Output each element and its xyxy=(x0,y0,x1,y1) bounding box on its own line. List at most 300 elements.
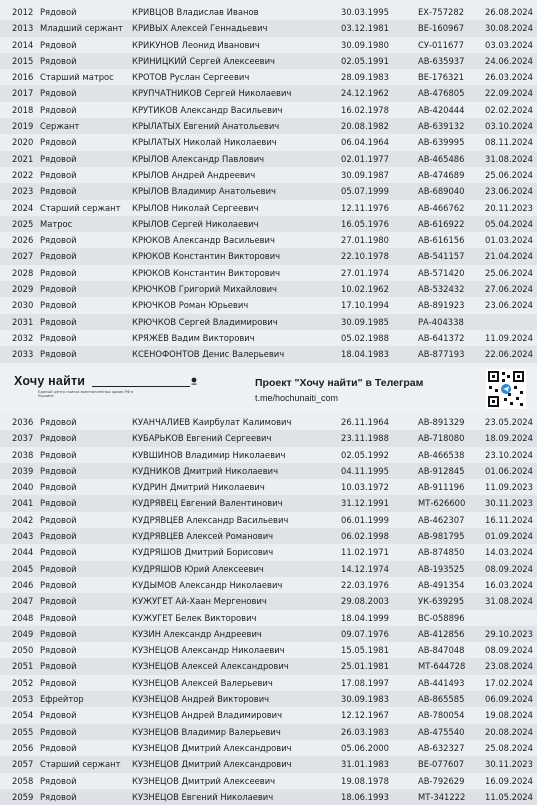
table-row xyxy=(0,265,537,281)
rank: Рядовой xyxy=(40,482,77,493)
birth-date: 15.05.1981 xyxy=(341,645,389,656)
table-row xyxy=(0,463,537,479)
record-number: 2059 xyxy=(12,791,34,802)
birth-date: 03.12.1981 xyxy=(341,23,389,34)
capture-date: 23.10.2024 xyxy=(485,449,533,460)
document-number: АВ-792629 xyxy=(418,775,465,786)
record-number: 2037 xyxy=(12,433,34,444)
capture-date: 31.08.2024 xyxy=(485,153,533,164)
rank: Рядовой xyxy=(40,449,77,460)
capture-date: 01.09.2024 xyxy=(485,531,533,542)
table-row xyxy=(0,4,537,20)
record-number: 2045 xyxy=(12,563,34,574)
full-name: КРЮЧКОВ Сергей Владимирович xyxy=(132,316,278,327)
rank: Рядовой xyxy=(40,661,77,672)
record-number: 2040 xyxy=(12,482,34,493)
rank: Рядовой xyxy=(40,316,77,327)
full-name: КРЫЛОВ Владимир Анатольевич xyxy=(132,186,276,197)
capture-date: 16.09.2024 xyxy=(485,775,533,786)
rank: Рядовой xyxy=(40,137,77,148)
record-number: 2015 xyxy=(12,55,34,66)
record-number: 2020 xyxy=(12,137,34,148)
birth-date: 30.09.1985 xyxy=(341,316,389,327)
capture-date: 03.10.2024 xyxy=(485,121,533,132)
capture-date: 01.06.2024 xyxy=(485,465,533,476)
capture-date: 23.08.2024 xyxy=(485,661,533,672)
full-name: КУЗНЕЦОВ Андрей Викторович xyxy=(132,694,270,705)
full-name: КУДРЯШОВ Юрий Алексеевич xyxy=(132,563,264,574)
table-row xyxy=(0,675,537,691)
record-number: 2039 xyxy=(12,465,34,476)
rank: Рядовой xyxy=(40,498,77,509)
capture-date: 11.09.2023 xyxy=(485,482,533,493)
record-number: 2014 xyxy=(12,39,34,50)
table-row xyxy=(0,200,537,216)
birth-date: 31.01.1983 xyxy=(341,759,389,770)
document-number: АВ-616922 xyxy=(418,218,465,229)
full-name: КУДЫМОВ Александр Николаевич xyxy=(132,579,283,590)
document-number: АВ-981795 xyxy=(418,531,465,542)
table-row xyxy=(0,330,537,346)
rank: Матрос xyxy=(40,218,73,229)
table-row xyxy=(0,447,537,463)
birth-date: 10.02.1962 xyxy=(341,284,389,295)
table-row xyxy=(0,642,537,658)
rank: Рядовой xyxy=(40,55,77,66)
rank: Рядовой xyxy=(40,645,77,656)
rank: Рядовой xyxy=(40,596,77,607)
record-number: 2016 xyxy=(12,72,34,83)
birth-date: 26.11.1964 xyxy=(341,417,389,427)
birth-date: 12.12.1967 xyxy=(341,710,389,721)
birth-date: 17.08.1997 xyxy=(341,677,389,688)
table-row xyxy=(0,281,537,297)
rank: Рядовой xyxy=(40,742,77,753)
rank: Рядовой xyxy=(40,547,77,558)
full-name: КУВШИНОВ Владимир Николаевич xyxy=(132,449,286,460)
full-name: КРУТИКОВ Александр Васильевич xyxy=(132,104,283,115)
birth-date: 16.02.1978 xyxy=(341,104,389,115)
record-number: 2031 xyxy=(12,316,34,327)
capture-date: 19.08.2024 xyxy=(485,710,533,721)
birth-date: 04.11.1995 xyxy=(341,465,389,476)
capture-date: 05.04.2024 xyxy=(485,218,533,229)
document-number: АВ-874850 xyxy=(418,547,465,558)
full-name: КУЗНЕЦОВ Евгений Николаевич xyxy=(132,791,274,802)
capture-date: 23.06.2024 xyxy=(485,186,533,197)
table-row xyxy=(0,707,537,723)
rank: Рядовой xyxy=(40,433,77,444)
rank: Младший сержант xyxy=(40,23,123,34)
record-number: 2018 xyxy=(12,104,34,115)
table-row xyxy=(0,577,537,593)
record-number: 2026 xyxy=(12,235,34,246)
document-number: АВ-891329 xyxy=(418,417,465,427)
table-row xyxy=(0,789,537,805)
table-row xyxy=(0,773,537,789)
birth-date: 06.04.1964 xyxy=(341,137,389,148)
record-number: 2029 xyxy=(12,284,34,295)
record-number: 2046 xyxy=(12,579,34,590)
rank: Рядовой xyxy=(40,465,77,476)
birth-date: 30.03.1995 xyxy=(341,7,389,17)
birth-date: 30.09.1987 xyxy=(341,169,389,180)
full-name: КУЗНЕЦОВ Александр Николаевич xyxy=(132,645,285,656)
table-row xyxy=(0,151,537,167)
document-number: УК-639295 xyxy=(418,596,465,607)
table-row xyxy=(0,118,537,134)
birth-date: 28.09.1983 xyxy=(341,72,389,83)
rank: Рядовой xyxy=(40,88,77,99)
capture-date: 31.08.2024 xyxy=(485,596,533,607)
table-row xyxy=(0,248,537,264)
rank: Рядовой xyxy=(40,300,77,311)
table-row xyxy=(0,297,537,313)
full-name: КУЗНЕЦОВ Дмитрий Александрович xyxy=(132,742,292,753)
birth-date: 24.12.1962 xyxy=(341,88,389,99)
birth-date: 18.04.1983 xyxy=(341,349,389,360)
record-number: 2050 xyxy=(12,645,34,656)
capture-date: 22.06.2024 xyxy=(485,349,533,360)
table-row xyxy=(0,691,537,707)
full-name: КУЗНЕЦОВ Алексей Валерьевич xyxy=(132,677,273,688)
full-name: КРУПЧАТНИКОВ Сергей Николаевич xyxy=(132,88,292,99)
document-number: МТ-644728 xyxy=(418,661,466,672)
rank: Рядовой xyxy=(40,349,77,360)
birth-date: 18.06.1993 xyxy=(341,791,389,802)
full-name: КРЫЛОВ Николай Сергеевич xyxy=(132,202,259,213)
birth-date: 10.03.1972 xyxy=(341,482,389,493)
document-number: ВС-058896 xyxy=(418,612,465,623)
record-number: 2038 xyxy=(12,449,34,460)
table-row xyxy=(0,134,537,150)
rank: Рядовой xyxy=(40,251,77,262)
capture-date: 24.06.2024 xyxy=(485,55,533,66)
birth-date: 06.02.1998 xyxy=(341,531,389,542)
document-number: РА-404338 xyxy=(418,316,464,327)
capture-date: 23.06.2024 xyxy=(485,300,533,311)
full-name: КРОТОВ Руслан Сергеевич xyxy=(132,72,250,83)
birth-date: 29.08.2003 xyxy=(341,596,389,607)
capture-date: 30.11.2023 xyxy=(485,498,533,509)
capture-date: 30.11.2023 xyxy=(485,759,533,770)
record-number: 2028 xyxy=(12,267,34,278)
full-name: КРЫЛАТЫХ Евгений Анатольевич xyxy=(132,121,280,132)
rank: Рядовой xyxy=(40,514,77,525)
document-number: АВ-441493 xyxy=(418,677,465,688)
table-row xyxy=(0,561,537,577)
record-number: 2044 xyxy=(12,547,34,558)
full-name: КРЮКОВ Константин Викторович xyxy=(132,251,281,262)
full-name: КУЗНЕЦОВ Дмитрий Александрович xyxy=(132,759,292,770)
birth-date: 22.03.1976 xyxy=(341,579,389,590)
full-name: КРЫЛОВ Александр Павлович xyxy=(132,153,265,164)
record-number: 2053 xyxy=(12,694,34,705)
table-row xyxy=(0,544,537,560)
birth-date: 22.10.1978 xyxy=(341,251,389,262)
birth-date: 12.11.1976 xyxy=(341,202,389,213)
birth-date: 11.02.1971 xyxy=(341,547,389,558)
document-number: МТ-626600 xyxy=(418,498,466,509)
capture-date: 30.08.2024 xyxy=(485,23,533,34)
table-row xyxy=(0,69,537,85)
full-name: КУЖУГЕТ Ай-Хаан Мергенович xyxy=(132,596,267,607)
document-number: МТ-341222 xyxy=(418,791,466,802)
rank: Старший матрос xyxy=(40,72,114,83)
table-row xyxy=(0,610,537,626)
record-number: 2017 xyxy=(12,88,34,99)
birth-date: 30.09.1983 xyxy=(341,694,389,705)
birth-date: 16.05.1976 xyxy=(341,218,389,229)
table-row xyxy=(0,658,537,674)
full-name: КУДРЯВЦЕВ Алексей Романович xyxy=(132,531,274,542)
project-banner xyxy=(0,366,537,412)
rank: Рядовой xyxy=(40,235,77,246)
rank: Рядовой xyxy=(40,284,77,295)
rank: Рядовой xyxy=(40,579,77,590)
birth-date: 27.01.1980 xyxy=(341,235,389,246)
document-number: АВ-412856 xyxy=(418,628,465,639)
rank: Ефрейтор xyxy=(40,694,84,705)
table-row xyxy=(0,430,537,446)
document-number: АВ-532432 xyxy=(418,284,465,295)
table-row xyxy=(0,479,537,495)
qr-code-icon xyxy=(486,369,526,409)
document-number: АВ-462307 xyxy=(418,514,465,525)
record-number: 2051 xyxy=(12,661,34,672)
rank: Рядовой xyxy=(40,332,77,343)
rank: Сержант xyxy=(40,121,80,132)
birth-date: 05.06.2000 xyxy=(341,742,389,753)
full-name: КУБАРЬКОВ Евгений Сергеевич xyxy=(132,433,272,444)
document-number: АВ-632327 xyxy=(418,742,465,753)
birth-date: 31.12.1991 xyxy=(341,498,389,509)
full-name: КРИКУНОВ Леонид Иванович xyxy=(132,39,260,50)
rank: Рядовой xyxy=(40,267,77,278)
location-pin-icon xyxy=(191,377,197,385)
capture-date: 26.08.2024 xyxy=(485,7,533,17)
full-name: КУЗНЕЦОВ Алексей Александрович xyxy=(132,661,289,672)
document-number: АВ-420444 xyxy=(418,104,465,115)
table-row xyxy=(0,512,537,528)
record-number: 2030 xyxy=(12,300,34,311)
capture-date: 26.03.2024 xyxy=(485,72,533,83)
record-number: 2027 xyxy=(12,251,34,262)
record-number: 2058 xyxy=(12,775,34,786)
full-name: КРЮКОВ Александр Васильевич xyxy=(132,235,275,246)
birth-date: 02.05.1992 xyxy=(341,449,389,460)
birth-date: 27.01.1974 xyxy=(341,267,389,278)
full-name: КРЮКОВ Константин Викторович xyxy=(132,267,281,278)
table-row xyxy=(0,593,537,609)
record-number: 2055 xyxy=(12,726,34,737)
capture-date: 20.08.2024 xyxy=(485,726,533,737)
record-number: 2036 xyxy=(12,417,34,427)
rank: Рядовой xyxy=(40,677,77,688)
capture-date: 02.02.2024 xyxy=(485,104,533,115)
capture-date: 01.03.2024 xyxy=(485,235,533,246)
full-name: КУАНЧАЛИЕВ Каирбулат Калимович xyxy=(132,417,292,427)
rank: Старший сержант xyxy=(40,202,121,213)
table-row xyxy=(0,314,537,330)
capture-date: 18.09.2024 xyxy=(485,433,533,444)
table-row xyxy=(0,167,537,183)
full-name: КСЕНОФОНТОВ Денис Валерьевич xyxy=(132,349,285,360)
logo-text: Хочу найти xyxy=(14,374,86,388)
capture-date: 25.06.2024 xyxy=(485,267,533,278)
capture-date: 06.09.2024 xyxy=(485,694,533,705)
document-number: АВ-780054 xyxy=(418,710,465,721)
document-number: АВ-466538 xyxy=(418,449,465,460)
capture-date: 29.10.2023 xyxy=(485,628,533,639)
birth-date: 19.08.1978 xyxy=(341,775,389,786)
capture-date: 16.11.2024 xyxy=(485,514,533,525)
table-row xyxy=(0,20,537,36)
birth-date: 05.07.1999 xyxy=(341,186,389,197)
birth-date: 14.12.1974 xyxy=(341,563,389,574)
table-row xyxy=(0,102,537,118)
birth-date: 06.01.1999 xyxy=(341,514,389,525)
document-number: АВ-474689 xyxy=(418,169,465,180)
rank: Старший сержант xyxy=(40,759,121,770)
birth-date: 05.02.1988 xyxy=(341,332,389,343)
document-number: ВЕ-160967 xyxy=(418,23,465,34)
table-row xyxy=(0,346,537,362)
record-number: 2052 xyxy=(12,677,34,688)
full-name: КУДНИКОВ Дмитрий Николаевич xyxy=(132,465,279,476)
logo-underline xyxy=(92,386,190,387)
table-row xyxy=(0,232,537,248)
document-number: АВ-465486 xyxy=(418,153,465,164)
record-number: 2019 xyxy=(12,121,34,132)
capture-date: 27.06.2024 xyxy=(485,284,533,295)
birth-date: 02.05.1991 xyxy=(341,55,389,66)
table-row xyxy=(0,756,537,772)
document-number: АВ-641372 xyxy=(418,332,465,343)
record-number: 2047 xyxy=(12,596,34,607)
capture-date: 25.08.2024 xyxy=(485,742,533,753)
full-name: КУЗНЕЦОВ Андрей Владимирович xyxy=(132,710,283,721)
record-number: 2013 xyxy=(12,23,34,34)
capture-date: 21.04.2024 xyxy=(485,251,533,262)
document-number: АВ-891923 xyxy=(418,300,465,311)
full-name: КРЮЧКОВ Роман Юрьевич xyxy=(132,300,249,311)
telegram-link[interactable]: t.me/hochunaiti_com xyxy=(255,393,339,403)
table-row xyxy=(0,626,537,642)
full-name: КУДРИН Дмитрий Николаевич xyxy=(132,482,265,493)
table-row xyxy=(0,53,537,69)
record-number: 2057 xyxy=(12,759,34,770)
birth-date: 20.08.1982 xyxy=(341,121,389,132)
capture-date: 11.09.2024 xyxy=(485,332,533,343)
rank: Рядовой xyxy=(40,39,77,50)
document-number: АВ-491354 xyxy=(418,579,465,590)
birth-date: 30.09.1980 xyxy=(341,39,389,50)
full-name: КУДРЯВЕЦ Евгений Валентинович xyxy=(132,498,283,509)
document-number: АВ-865585 xyxy=(418,694,465,705)
project-title: Проект "Хочу найти" в Телеграм xyxy=(255,377,424,389)
rank: Рядовой xyxy=(40,726,77,737)
rank: Рядовой xyxy=(40,628,77,639)
record-number: 2021 xyxy=(12,153,34,164)
table-row xyxy=(0,37,537,53)
rank: Рядовой xyxy=(40,417,77,427)
document-number: АВ-639132 xyxy=(418,121,465,132)
roster-table-top xyxy=(0,4,537,379)
document-number: АВ-911196 xyxy=(418,482,465,493)
document-number: АВ-689040 xyxy=(418,186,465,197)
full-name: КРИВЫХ Алексей Геннадьевич xyxy=(132,23,268,34)
birth-date: 18.04.1999 xyxy=(341,612,389,623)
birth-date: 09.07.1976 xyxy=(341,628,389,639)
record-number: 2025 xyxy=(12,218,34,229)
document-number: АВ-466762 xyxy=(418,202,465,213)
capture-date: 14.03.2024 xyxy=(485,547,533,558)
document-number: АВ-541157 xyxy=(418,251,465,262)
record-number: 2041 xyxy=(12,498,34,509)
full-name: КРЮЧКОВ Григорий Михайлович xyxy=(132,284,277,295)
table-row xyxy=(0,85,537,101)
record-number: 2032 xyxy=(12,332,34,343)
record-number: 2012 xyxy=(12,7,34,17)
capture-date: 08.11.2024 xyxy=(485,137,533,148)
record-number: 2048 xyxy=(12,612,34,623)
table-row xyxy=(0,740,537,756)
rank: Рядовой xyxy=(40,775,77,786)
document-number: АВ-616156 xyxy=(418,235,465,246)
record-number: 2056 xyxy=(12,742,34,753)
table-row xyxy=(0,528,537,544)
full-name: КУЖУГЕТ Белек Викторович xyxy=(132,612,257,623)
birth-date: 23.11.1988 xyxy=(341,433,389,444)
document-number: АВ-877193 xyxy=(418,349,465,360)
capture-date: 25.06.2024 xyxy=(485,169,533,180)
full-name: КРЫЛОВ Сергей Николаевич xyxy=(132,218,259,229)
document-number: АВ-912845 xyxy=(418,465,465,476)
birth-date: 26.03.1983 xyxy=(341,726,389,737)
document-number: АВ-635937 xyxy=(418,55,465,66)
table-row xyxy=(0,216,537,232)
document-number: ЕХ-757282 xyxy=(418,7,465,17)
rank: Рядовой xyxy=(40,563,77,574)
full-name: КУЗИН Александр Андреевич xyxy=(132,628,262,639)
rank: Рядовой xyxy=(40,710,77,721)
full-name: КРИНИЦКИЙ Сергей Алексеевич xyxy=(132,55,275,66)
birth-date: 02.01.1977 xyxy=(341,153,389,164)
document-number: АВ-475540 xyxy=(418,726,465,737)
rank: Рядовой xyxy=(40,186,77,197)
full-name: КУДРЯШОВ Дмитрий Борисович xyxy=(132,547,274,558)
record-number: 2023 xyxy=(12,186,34,197)
record-number: 2043 xyxy=(12,531,34,542)
document-number: АВ-718080 xyxy=(418,433,465,444)
capture-date: 03.03.2024 xyxy=(485,39,533,50)
rank: Рядовой xyxy=(40,791,77,802)
full-name: КРЫЛАТЫХ Николай Николаевич xyxy=(132,137,277,148)
capture-date: 17.02.2024 xyxy=(485,677,533,688)
table-row xyxy=(0,414,537,430)
table-row xyxy=(0,724,537,740)
capture-date: 08.09.2024 xyxy=(485,645,533,656)
full-name: КУЗНЕЦОВ Дмитрий Алексеевич xyxy=(132,775,276,786)
capture-date: 20.11.2023 xyxy=(485,202,533,213)
rank: Рядовой xyxy=(40,153,77,164)
document-number: АВ-193525 xyxy=(418,563,465,574)
table-row xyxy=(0,183,537,199)
capture-date: 22.09.2024 xyxy=(485,88,533,99)
rank: Рядовой xyxy=(40,104,77,115)
full-name: КРИВЦОВ Владислав Иванов xyxy=(132,7,259,17)
